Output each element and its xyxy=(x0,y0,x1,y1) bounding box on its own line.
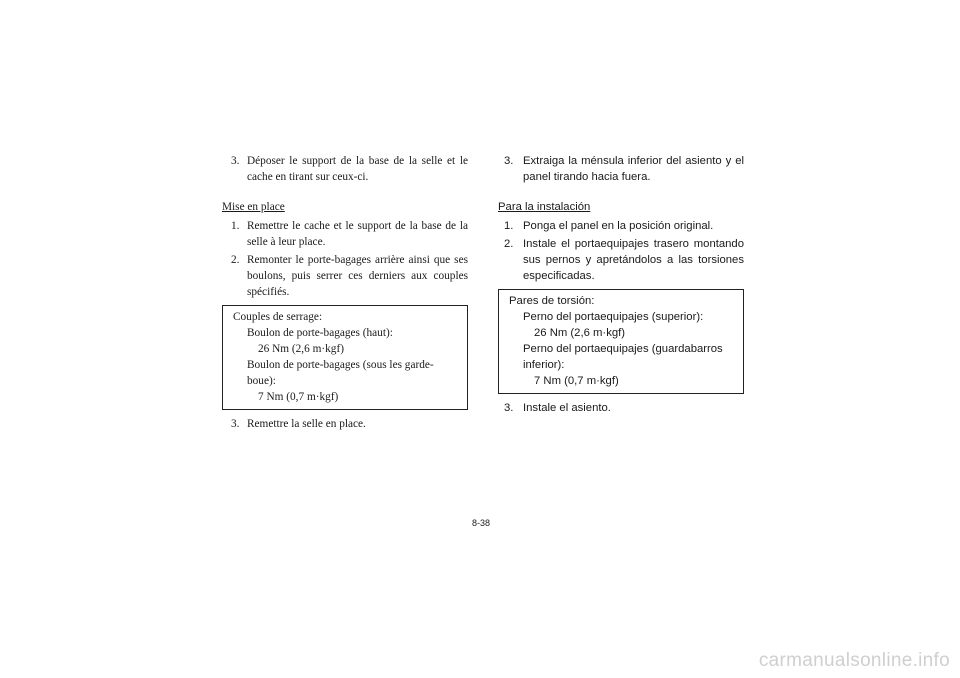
step-text: Déposer le support de la base de la selle et le cache en tirant sur ceux-ci. xyxy=(247,155,468,183)
es-final-step xyxy=(498,400,744,416)
step-text: Remettre la selle en place. xyxy=(247,418,366,430)
fr-torque-box xyxy=(222,305,468,410)
step-text: Extraiga la ménsula inferior del asiento y el panel tirando hacia fuera. xyxy=(523,155,744,183)
step-text: Instale el asiento. xyxy=(523,402,611,414)
step-text: Instale el portaequipajes trasero montando sus pernos y apretándolos a las torsiones especificadas. xyxy=(523,238,744,282)
step-number: 2. xyxy=(231,254,240,266)
torque-title: Pares de torsión: xyxy=(509,295,595,307)
es-install-heading: Para la instalación xyxy=(498,201,591,213)
es-install-step-1 xyxy=(498,218,744,234)
torque-value: 26 Nm (2,6 m·kgf) xyxy=(258,343,344,355)
spanish-column xyxy=(498,153,744,418)
step-number: 2. xyxy=(504,238,514,250)
step-text: Remettre le cache et le support de la base de la selle à leur place. xyxy=(247,220,468,248)
step-text: Remonter le porte-bagages arrière ainsi que ses boulons, puis serrer ces derniers aux couples spécifiés. xyxy=(247,254,468,298)
fr-install-heading: Mise en place xyxy=(222,201,285,213)
step-number: 3. xyxy=(231,418,240,430)
step-number: 3. xyxy=(231,155,240,167)
step-number: 1. xyxy=(231,220,240,232)
torque-title: Couples de serrage: xyxy=(233,311,323,323)
page-number: 8-38 xyxy=(472,518,491,528)
step-number: 3. xyxy=(504,402,514,414)
torque-value: 7 Nm (0,7 m·kgf) xyxy=(534,375,619,387)
torque-label: Perno del portaequipajes (superior): xyxy=(523,311,704,323)
torque-label: Boulon de porte-bagages (sous les garde-boue): xyxy=(247,359,434,387)
es-step-3-remove xyxy=(498,153,744,185)
step-number: 1. xyxy=(504,220,514,232)
torque-label: Perno del portaequipajes (guardabarros inferior): xyxy=(523,343,723,371)
es-install-step-2 xyxy=(498,236,744,284)
torque-label: Boulon de porte-bagages (haut): xyxy=(247,327,393,339)
fr-install-step-1 xyxy=(222,218,468,250)
fr-install-step-2 xyxy=(222,252,468,300)
fr-final-step xyxy=(222,416,468,432)
step-text: Ponga el panel en la posición original. xyxy=(523,220,714,232)
watermark-text: carmanualsonline.info xyxy=(758,650,950,671)
french-column xyxy=(222,153,468,434)
step-number: 3. xyxy=(504,155,514,167)
fr-step-3-remove xyxy=(222,153,468,185)
es-torque-box xyxy=(498,289,744,394)
torque-value: 7 Nm (0,7 m·kgf) xyxy=(258,391,339,403)
torque-value: 26 Nm (2,6 m·kgf) xyxy=(534,327,626,339)
